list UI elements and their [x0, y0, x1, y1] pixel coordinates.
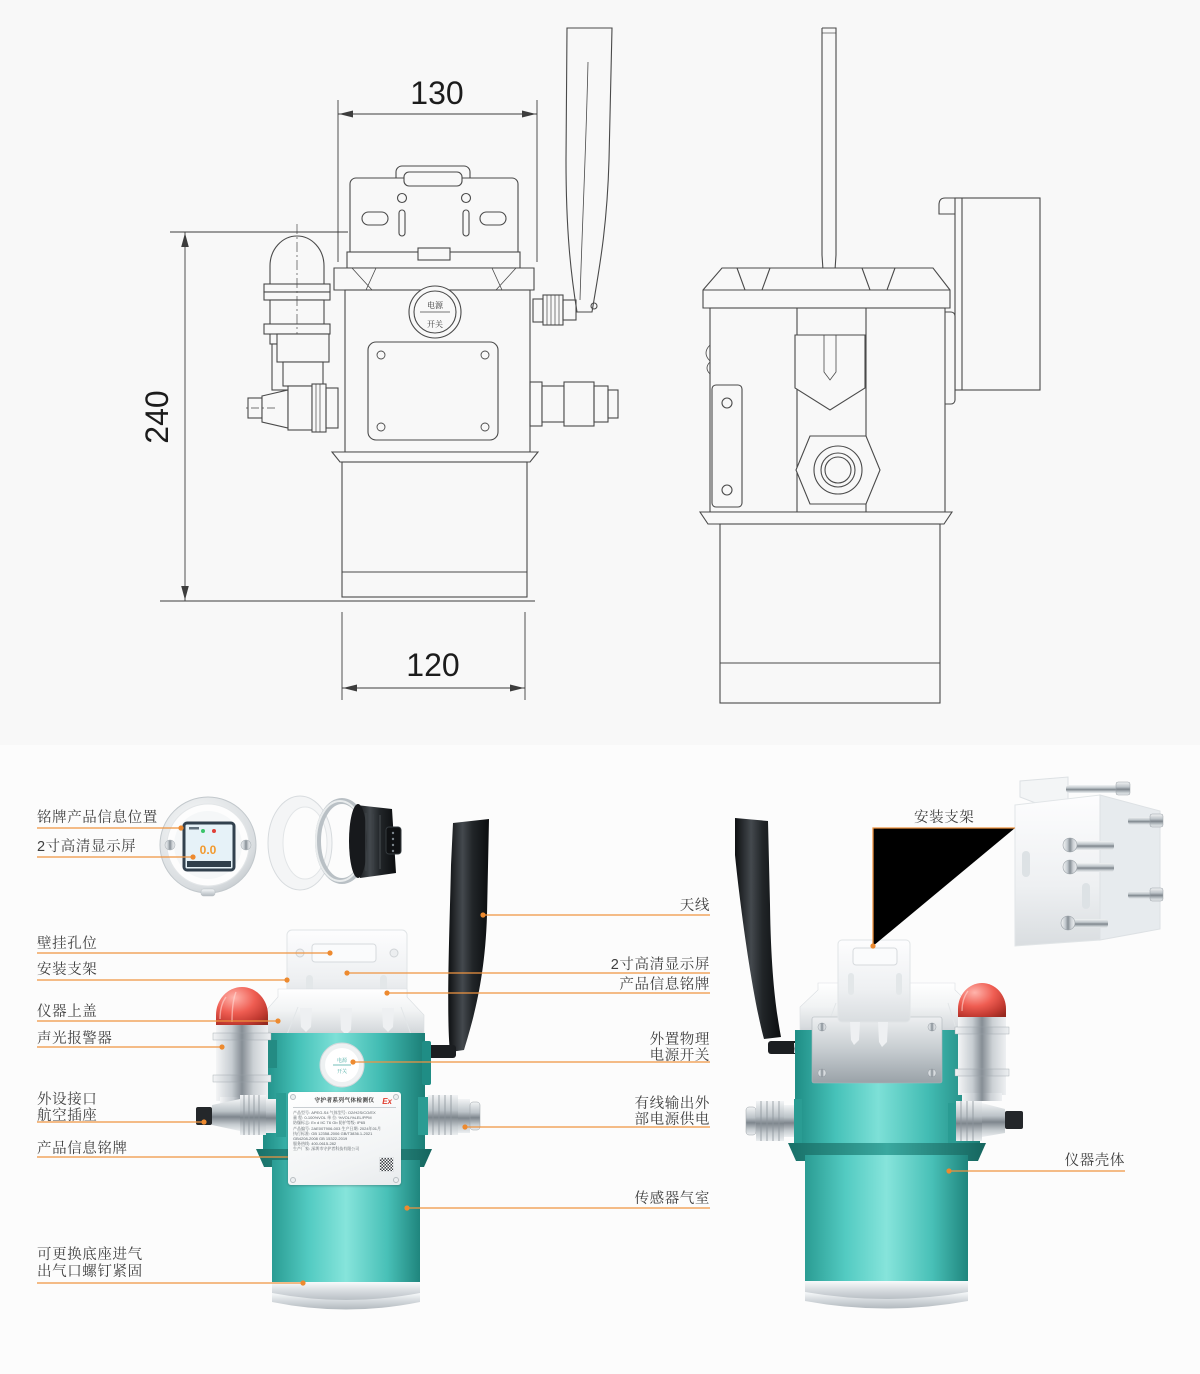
callout-info-nameplate-mid: 产品信息铭牌 — [619, 977, 710, 993]
front-right-connectors-drawing — [530, 382, 618, 426]
svg-text:开关: 开关 — [427, 320, 443, 329]
svg-text:130: 130 — [410, 75, 464, 111]
product-renders-section — [0, 745, 1200, 1374]
front-device-render — [196, 819, 489, 1310]
callout-top-cover: 仪器上盖 — [37, 1004, 98, 1020]
nameplate-screw — [290, 1094, 296, 1100]
nameplate-screw — [290, 1177, 296, 1183]
gauge-screen-value: 0.0 — [199, 843, 217, 857]
callout-nameplate-position: 铭牌产品信息位置 — [37, 810, 158, 826]
front-power-connector — [418, 1095, 480, 1135]
svg-text:240: 240 — [139, 390, 175, 444]
callout-wall-mount-holes: 壁挂孔位 — [37, 936, 98, 952]
side-cap-drawing — [703, 268, 950, 308]
callout-alarm-beacon: 声光报警器 — [37, 1031, 113, 1047]
svg-text:电源: 电源 — [336, 1058, 348, 1064]
callout-sensor-chamber: 传感器气室 — [634, 1191, 710, 1207]
front-cylinder-drawing — [332, 452, 538, 597]
display-module-exploded — [268, 796, 401, 890]
back-antenna — [735, 818, 781, 1039]
side-body-drawing — [706, 308, 945, 512]
led-red — [212, 829, 216, 833]
callout-aviation-socket: 航空插座 — [37, 1108, 98, 1124]
callout-outlet-screws: 出气口螺钉紧固 — [37, 1264, 143, 1280]
callout-hd-display-left: 2寸高清显示屏 — [37, 839, 137, 855]
callout-power-switch: 电源开关 — [649, 1048, 710, 1064]
back-right-connector — [948, 1101, 1023, 1143]
callout-hd-display-mid: 2寸高清显示屏 — [610, 957, 710, 973]
pole-bracket-render — [1015, 777, 1163, 946]
callout-wired-output: 有线输出外 — [634, 1096, 710, 1112]
front-antenna-connector — [428, 1045, 456, 1058]
gauge-screen — [184, 823, 234, 870]
callout-antenna: 天线 — [679, 898, 710, 914]
callout-external-power: 部电源供电 — [634, 1112, 710, 1128]
display-rear-module — [349, 804, 401, 878]
back-left-connector — [746, 1099, 802, 1143]
front-view-drawing — [139, 28, 618, 700]
front-antenna-drawing — [533, 28, 612, 325]
front-aviation-plug — [196, 1093, 286, 1137]
back-alarm-beacon — [955, 983, 1009, 1101]
nameplate-screw — [393, 1177, 399, 1183]
svg-text:120: 120 — [406, 647, 460, 683]
callout-mounting-bracket-left: 安装支架 — [37, 962, 98, 978]
front-power-button — [320, 1043, 364, 1087]
side-view-drawing — [700, 28, 1040, 703]
callout-external-physical: 外置物理 — [649, 1032, 710, 1048]
front-cap-drawing — [334, 248, 534, 290]
nameplate-title: 守护者系列气体检测仪 — [314, 1098, 375, 1104]
callout-instrument-housing: 仪器壳体 — [1064, 1153, 1125, 1169]
svg-text:电源: 电源 — [427, 301, 443, 310]
front-left-connectors-drawing — [245, 334, 338, 432]
qr-code — [379, 1157, 394, 1172]
svg-text:开关: 开关 — [336, 1069, 348, 1075]
product-nameplate — [288, 1092, 401, 1185]
nameplate-rows: 产品型号: APEG-S4 气体型号: O2/H2S/CO/EX 量 程: 0-100%VOL 单 位: %VOL/%LEL/PPM 防爆标志: Ex d IIC T6 Gb 防护等级: IP65 产品编号: 2AE00T906-003 生产日期: 2024年01月 执行标准: GB 12358-2006 GB/T3836.1-2021 GB4208-2008 GB 15322-2019 服务热线: 400-0615-282 生产厂家: 深圳市守护者科技有限公司 — [293, 1107, 396, 1152]
callout-peripheral-port: 外设接口 — [37, 1092, 98, 1108]
led-green — [201, 829, 205, 833]
back-panel — [812, 1017, 942, 1083]
beacon-red-dome — [216, 987, 268, 1025]
dimension-120 — [342, 612, 525, 700]
render-canvas — [0, 745, 1200, 1374]
front-box-drawing — [345, 286, 530, 452]
display-module-gauge — [160, 797, 256, 896]
back-housing — [805, 1155, 968, 1283]
front-antenna — [448, 819, 489, 1052]
side-cylinder-drawing — [700, 512, 952, 703]
nameplate-screw — [393, 1094, 399, 1100]
callout-replaceable-base: 可更换底座进气 — [37, 1247, 143, 1263]
front-bracket-drawing — [350, 166, 518, 258]
callout-info-nameplate-left: 产品信息铭牌 — [37, 1141, 128, 1157]
callout-mounting-bracket-right: 安装支架 — [914, 810, 975, 826]
ex-mark: Ex — [382, 1097, 392, 1106]
